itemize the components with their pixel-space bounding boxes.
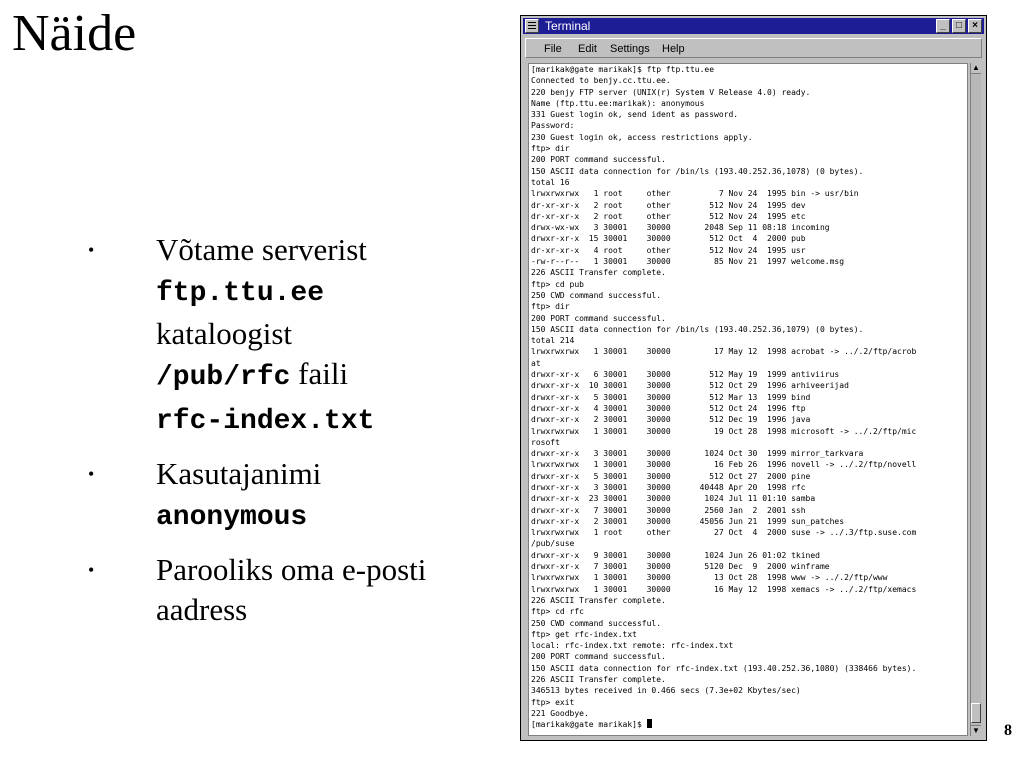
terminal-line: drwxr-xr-x 7 30001 30000 5120 Dec 9 2000 winframe bbox=[531, 562, 830, 572]
menu-bar bbox=[525, 38, 982, 58]
terminal-line: drwxr-xr-x 6 30001 30000 512 May 19 1999 antiviirus bbox=[531, 370, 840, 380]
terminal-line: drwxr-xr-x 23 30001 30000 1024 Jul 11 01:10 samba bbox=[531, 494, 816, 504]
username-value: anonymous bbox=[156, 502, 308, 533]
terminal-line: 200 PORT command successful. bbox=[531, 652, 666, 662]
terminal-line: ftp> get rfc-index.txt bbox=[531, 629, 637, 639]
bullet-dot-icon: • bbox=[88, 560, 95, 580]
minimize-button[interactable]: _ bbox=[936, 19, 950, 33]
terminal-line: drwxr-xr-x 5 30001 30000 512 Mar 13 1999 bind bbox=[531, 392, 811, 402]
slide-title: Näide bbox=[12, 5, 137, 62]
terminal-line: drwxr-xr-x 2 30001 30000 512 Dec 19 1996 java bbox=[531, 415, 811, 425]
terminal-line: dr-xr-xr-x 2 root other 512 Nov 24 1995 etc bbox=[531, 211, 806, 221]
maximize-button[interactable]: □ bbox=[952, 19, 966, 33]
terminal-line: dr-xr-xr-x 4 root other 512 Nov 24 1995 usr bbox=[531, 245, 806, 255]
terminal-line: drwxr-xr-x 3 30001 30000 1024 Oct 30 1999 mirror_tarkvara bbox=[531, 449, 864, 459]
terminal-line: 346513 bytes received in 0.466 secs (7.3e+02 Kbytes/sec) bbox=[531, 686, 801, 696]
close-button[interactable]: × bbox=[968, 19, 982, 33]
terminal-output[interactable] bbox=[528, 63, 968, 736]
bullet-item-ftp-server bbox=[84, 230, 484, 442]
bullet-item-password bbox=[84, 550, 484, 630]
terminal-line: ftp> dir bbox=[531, 144, 570, 154]
scroll-thumb[interactable] bbox=[971, 703, 981, 723]
bullet-text: Kasutajanimi bbox=[156, 456, 322, 491]
terminal-line: lrwxrwxrwx 1 30001 30000 19 Oct 28 1998 microsoft -> ../.2/ftp/mic bbox=[531, 426, 917, 436]
terminal-line: drwxr-xr-x 5 30001 30000 512 Oct 27 2000 pine bbox=[531, 471, 811, 481]
terminal-line: 200 PORT command successful. bbox=[531, 155, 666, 165]
terminal-line: 226 ASCII Transfer complete. bbox=[531, 268, 666, 278]
scroll-down-icon[interactable]: ▼ bbox=[972, 726, 980, 735]
terminal-line: drwxr-xr-x 4 30001 30000 512 Oct 24 1996 ftp bbox=[531, 403, 806, 413]
window-titlebar[interactable] bbox=[523, 18, 984, 34]
window-menu-icon[interactable] bbox=[525, 19, 539, 33]
terminal-line: drwxr-xr-x 7 30001 30000 2560 Jan 2 2001 ssh bbox=[531, 505, 806, 515]
vertical-scrollbar[interactable] bbox=[970, 63, 981, 736]
terminal-line: 226 ASCII Transfer complete. bbox=[531, 675, 666, 685]
terminal-line: lrwxrwxrwx 1 30001 30000 17 May 12 1998 acrobat -> ../.2/ftp/acrob bbox=[531, 347, 917, 357]
terminal-line: ftp> cd pub bbox=[531, 279, 584, 289]
terminal-line: ftp> dir bbox=[531, 302, 570, 312]
terminal-line: at bbox=[531, 358, 541, 368]
ftp-host: ftp.ttu.ee bbox=[156, 278, 325, 309]
terminal-line: [marikak@gate marikak]$ bbox=[529, 719, 967, 730]
bullet-dot-icon: • bbox=[88, 240, 95, 260]
terminal-line: drwxr-xr-x 9 30001 30000 1024 Jun 26 01:02 tkined bbox=[531, 550, 820, 560]
menu-file[interactable]: File bbox=[544, 43, 562, 55]
file-name: rfc-index.txt bbox=[156, 406, 375, 437]
terminal-line: 250 CWD command successful. bbox=[531, 618, 662, 628]
terminal-line: lrwxrwxrwx 1 30001 30000 13 Oct 28 1998 www -> ../.2/ftp/www bbox=[531, 573, 888, 583]
terminal-line: drwxr-xr-x 15 30001 30000 512 Oct 4 2000 pub bbox=[531, 234, 806, 244]
terminal-line: 220 benjy FTP server (UNIX(r) System V Release 4.0) ready. bbox=[531, 87, 811, 97]
terminal-line: 331 Guest login ok, send ident as password. bbox=[531, 110, 739, 120]
bullet-text: Võtame serverist bbox=[156, 232, 367, 267]
bullet-dot-icon: • bbox=[88, 464, 95, 484]
bullet-text: kataloogist bbox=[156, 316, 293, 351]
menu-edit[interactable]: Edit bbox=[578, 43, 597, 55]
terminal-line: 250 CWD command successful. bbox=[531, 290, 662, 300]
bullet-text: Parooliks oma e-posti aadress bbox=[156, 552, 427, 627]
terminal-line: drwx-wx-wx 3 30001 30000 2048 Sep 11 08:18 incoming bbox=[531, 223, 830, 233]
terminal-line: ftp> cd rfc bbox=[531, 607, 584, 617]
terminal-line: 226 ASCII Transfer complete. bbox=[531, 595, 666, 605]
terminal-line: 221 Goodbye. bbox=[531, 708, 589, 718]
menu-settings[interactable]: Settings bbox=[610, 43, 650, 55]
cursor-icon bbox=[647, 719, 652, 728]
terminal-line: local: rfc-index.txt remote: rfc-index.txt bbox=[531, 641, 734, 651]
terminal-line: drwxr-xr-x 10 30001 30000 512 Oct 29 1996 arhiveerijad bbox=[531, 381, 849, 391]
terminal-window bbox=[520, 15, 987, 741]
terminal-line: 150 ASCII data connection for rfc-index.txt (193.40.252.36,1080) (338466 bytes). bbox=[531, 663, 917, 673]
terminal-line: 150 ASCII data connection for /bin/ls (193.40.252.36,1079) (0 bytes). bbox=[531, 324, 864, 334]
terminal-line: -rw-r--r-- 1 30001 30000 85 Nov 21 1997 welcome.msg bbox=[531, 257, 845, 267]
terminal-line: lrwxrwxrwx 1 root other 7 Nov 24 1995 bin -> usr/bin bbox=[531, 189, 859, 199]
terminal-line: Connected to benjy.cc.ttu.ee. bbox=[531, 76, 671, 86]
terminal-line: lrwxrwxrwx 1 root other 27 Oct 4 2000 suse -> ../.3/ftp.suse.com bbox=[531, 528, 917, 538]
bullet-list bbox=[84, 230, 484, 642]
directory-path: /pub/rfc bbox=[156, 362, 291, 393]
terminal-line: total 16 bbox=[531, 177, 570, 187]
terminal-line: /pub/suse bbox=[531, 539, 575, 549]
terminal-line: rosoft bbox=[531, 437, 560, 447]
window-title: Terminal bbox=[545, 19, 591, 33]
scroll-up-icon[interactable]: ▲ bbox=[972, 63, 980, 72]
terminal-line: 200 PORT command successful. bbox=[531, 313, 666, 323]
terminal-line: 150 ASCII data connection for /bin/ls (193.40.252.36,1078) (0 bytes). bbox=[531, 166, 864, 176]
terminal-line: Name (ftp.ttu.ee:marikak): anonymous bbox=[531, 98, 705, 108]
bullet-item-username bbox=[84, 454, 484, 538]
terminal-line: 230 Guest login ok, access restrictions apply. bbox=[531, 132, 753, 142]
terminal-line: dr-xr-xr-x 2 root other 512 Nov 24 1995 dev bbox=[531, 200, 806, 210]
terminal-line: drwxr-xr-x 3 30001 30000 40448 Apr 20 1998 rfc bbox=[531, 482, 806, 492]
menu-help[interactable]: Help bbox=[662, 43, 685, 55]
terminal-line: drwxr-xr-x 2 30001 30000 45056 Jun 21 1999 sun_patches bbox=[531, 516, 845, 526]
terminal-line: ftp> exit bbox=[531, 697, 575, 707]
page-number: 8 bbox=[1004, 722, 1012, 739]
terminal-line: Password: bbox=[531, 121, 575, 131]
bullet-text: faili bbox=[290, 356, 349, 391]
terminal-line: total 214 bbox=[531, 336, 575, 346]
terminal-line: [marikak@gate marikak]$ ftp ftp.ttu.ee bbox=[531, 65, 715, 74]
terminal-line: lrwxrwxrwx 1 30001 30000 16 May 12 1998 xemacs -> ../.2/ftp/xemacs bbox=[531, 584, 917, 594]
terminal-line: lrwxrwxrwx 1 30001 30000 16 Feb 26 1996 novell -> ../.2/ftp/novell bbox=[531, 460, 917, 470]
